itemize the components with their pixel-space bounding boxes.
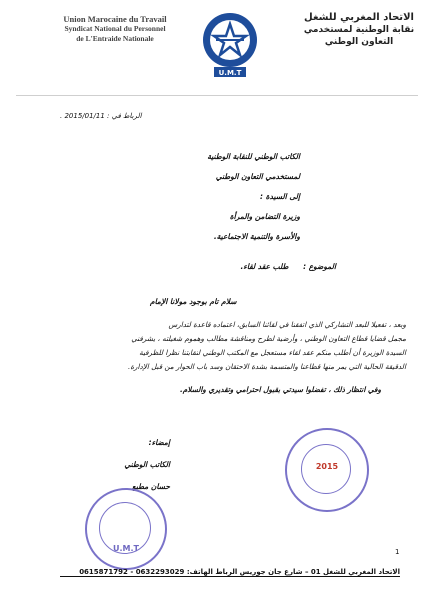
ministry-stamp <box>285 428 369 512</box>
subject-text: طلب عقد لقاء. <box>240 262 289 271</box>
stamp-date: 2015 <box>315 462 339 471</box>
syndicate-name-fr: Syndicat National du Personnel <box>64 24 166 33</box>
addressee-line-4: وزيرة التضامن والمرأة <box>229 212 300 221</box>
body-line-4: الدقيقة الحالية التي يمر منها قطاعنا والمتسمة بشدة الاحتقان وسد باب الحوار من قبل الإدارة. <box>127 362 406 371</box>
subject-label: الموضوع : <box>303 262 336 271</box>
page-mark: 1 <box>395 548 400 556</box>
footer-contact: الاتحاد المغربي للشغل 01 – شارع جان جوريس الرباط الهاتف: 0632293029 - 0615871792 <box>60 568 400 577</box>
body-line-1: وبعد ، تفعيلا للبعد التشاركي الذي اتفقنا في لقائنا السابق، اعتماده قاعدة لتدارس <box>168 320 406 329</box>
body-line-2: مجمل قضايا قطاع التعاون الوطني ، وأرضية لطرح ومناقشة مطالب وهموم شغيلته ، يشرفني <box>131 334 406 343</box>
addressee-line-2: لمستخدمي التعاون الوطني <box>215 172 300 181</box>
umt-logo <box>200 10 260 80</box>
union-name-fr: Union Marocaine du Travail <box>63 14 167 24</box>
union-stamp <box>85 488 167 570</box>
addressee-block <box>150 147 300 247</box>
stamp-umt-text: U.M.T <box>113 544 139 553</box>
header-divider <box>16 95 418 96</box>
subject-line <box>240 262 336 271</box>
syndicate-name-ar: نقابة الوطنية لمستخدمي <box>303 25 415 35</box>
entraide-name-fr: de L'Entraide Nationale <box>76 34 154 43</box>
union-name-ar: الاتحاد المغربي للشغل <box>304 12 414 23</box>
header-french <box>40 14 190 44</box>
signatory-title: الكاتب الوطني <box>124 460 170 469</box>
entraide-name-ar: التعاون الوطني <box>324 37 394 47</box>
greeting: سلام تام بوجود مولانا الإمام <box>150 297 237 306</box>
letter-date: الرباط في : 2015/01/11 . <box>60 112 142 120</box>
addressee-line-5: والأسرة والتنمية الاجتماعية. <box>213 232 300 241</box>
addressee-line-3: إلى السيدة : <box>259 192 300 201</box>
signatory-name: حسان مطيع <box>131 482 170 491</box>
logo-text: U.M.T <box>218 69 242 77</box>
header-arabic <box>294 12 424 48</box>
addressee-line-1: الكاتب الوطني للنقابة الوطنية <box>207 152 300 161</box>
signature-label: إمضاء: <box>148 438 170 447</box>
closing: وفي انتظار ذلك ، تفضلوا سيدتي بقبول احترامي وتقديري والسلام. <box>180 385 381 394</box>
body-line-3: السيدة الوزيرة أن أطلب منكم عقد لقاء مستعجل مع المكتب الوطني لنقابتنا نظرا للظرفية <box>139 348 406 357</box>
